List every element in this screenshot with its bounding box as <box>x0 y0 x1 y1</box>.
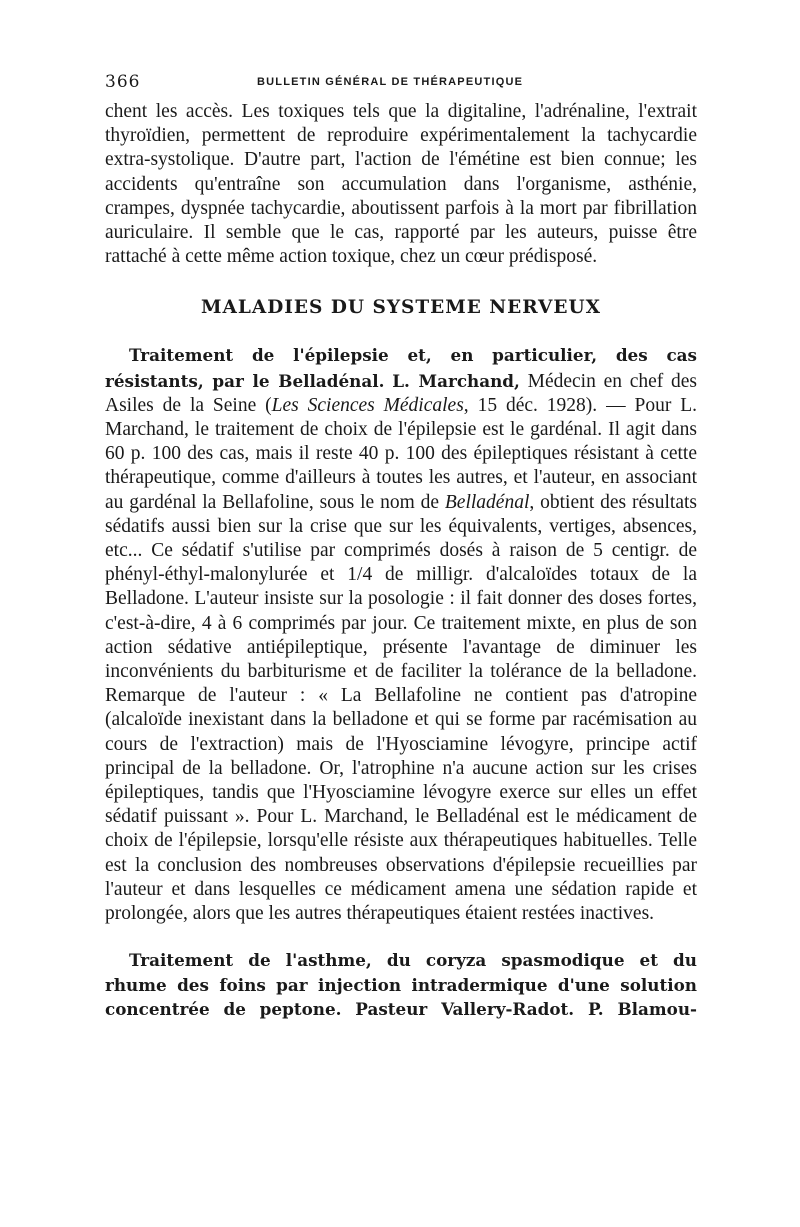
section-title: MALADIES DU SYSTEME NERVEUX <box>201 297 601 319</box>
article-1-drug-name: Belladénal <box>444 491 530 513</box>
article-1-author: L. Marchand, <box>392 370 520 391</box>
running-head: BULLETIN GÉNÉRAL DE THÉRAPEUTIQUE <box>257 76 524 88</box>
article-2 <box>105 948 697 1022</box>
page-header <box>105 72 697 100</box>
article-1 <box>105 343 697 926</box>
article-1-body-start: Médecin en chef des Asiles de la Seine ( <box>105 370 697 416</box>
article-1-title: Traitement de l'épilepsie et, en particulier, des cas résistants, par le Belladénal. <box>105 345 697 391</box>
intro-paragraph: chent les accès. Les toxiques tels que la digitaline, l'adrénaline, l'extrait thyroïdien, permettent de reproduire expérimentalement la tachycardie extra-systolique. D'autre part, l'action de l'émétine est bien connue; les accidents qu'entraîne son accumulation dans l'organisme, asthénie, crampes, dyspnée tachycardie, aboutissent parfois à la mort par fibrillation auriculaire. Il semble que le cas, rapporté par les auteurs, puisse être rattaché à cette même action toxique, chez un cœur prédisposé. <box>105 101 697 268</box>
article-2-title: Traitement de l'asthme, du coryza spasmodique et du rhume des foins par injection intradermique d'une solution concentrée de peptone. Pasteur Vallery-Radot. P. Blamou- <box>105 950 697 1020</box>
article-1-journal: Les Sciences Médicales <box>271 394 464 416</box>
article-1-body-a: , 15 déc. 1928). — Pour L. Marchand, le traitement de choix de l'épilepsie est le gardénal. Il agit dans 60 p. 100 des cas, mais il reste 40 p. 100 des épileptiques résistant à cette thérapeutique, comme d'ailleurs à toutes les autres, et l'auteur, en associant au gardénal la Bellafoline, sous le nom de <box>105 394 697 513</box>
article-1-body-b: , obtient des résultats sédatifs aussi bien sur la crise que sur les équivalents, vertiges, absences, etc... Ce sédatif s'utilise par comprimés dosés à raison de 5 centigr. de phényl-éthyl-malonylurée et 1/4 de milligr. d'alcaloïdes totaux de la Belladone. L'auteur insiste sur la posologie : il fait donner des doses fortes, c'est-à-dire, 4 à 6 comprimés par jour. Ce traitement mixte, en plus de son action sédative antiépileptique, présente l'avantage de diminuer les inconvénients du barbiturisme et de faciliter la tolérance de la belladone. Remarque de l'auteur : « La Bellafoline ne contient pas d'atropine (alcaloïde inexistant dans la belladone et qui se forme par racémisation au cours de l'extraction) mais de l'Hyosciamine lévogyre, principe actif principal de la belladone. Or, l'atrophine n'a aucune action sur les crises épileptiques, tandis que l'Hyosciamine lévogyre exerce sur elles un effet sédatif puissant ». Pour L. Marchand, le Belladénal est le médicament de choix de l'épilepsie, lorsqu'elle résiste aux thérapeutiques habituelles. Telle est la conclusion des nombreuses observations d'épilepsie recueillies par l'auteur et dans lesquelles ce médicament amena une sédation rapide et prolongée, alors que les autres thérapeutiques étaient restées inactives. <box>105 491 697 925</box>
page <box>105 72 697 1022</box>
page-number: 366 <box>105 72 141 92</box>
